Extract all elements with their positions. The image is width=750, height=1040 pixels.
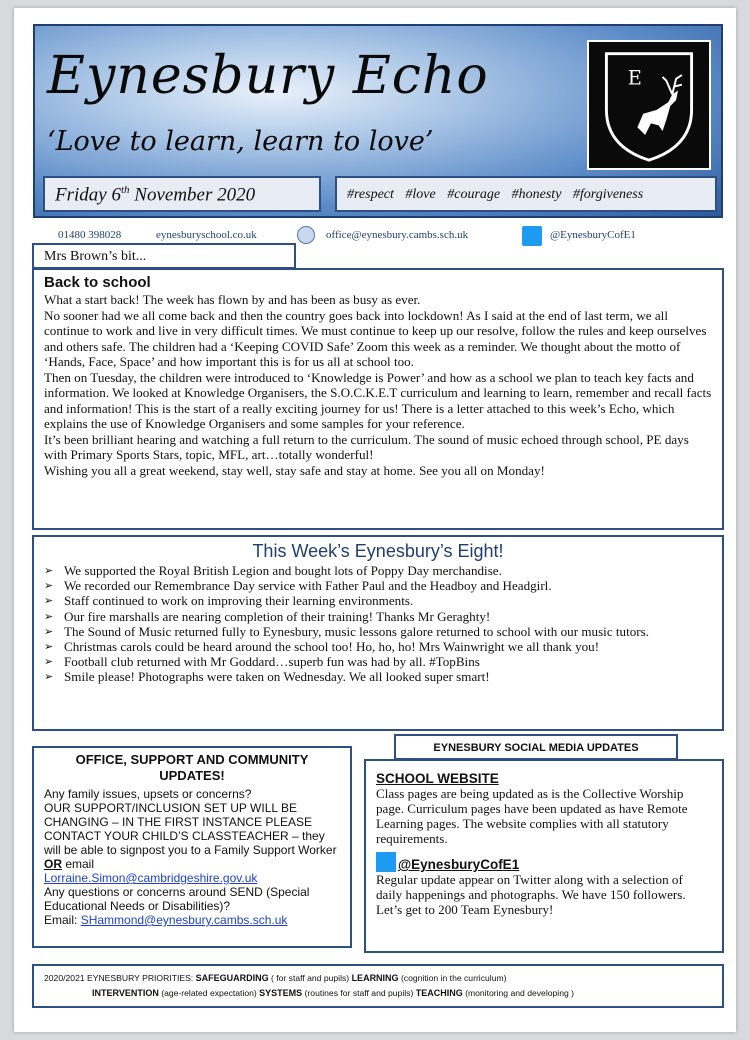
arrow-bullet-icon: ➢: [44, 670, 54, 684]
twitter-icon: [522, 226, 542, 246]
list-item: ➢ We recorded our Remembrance Day service with Father Paul and the Headboy and Headgirl.: [44, 578, 552, 594]
list-item: ➢ Our fire marshalls are nearing completion of their training! Thanks Mr Geraghty!: [44, 608, 491, 624]
list-item: ➢ Christmas carols could be heard around the school too! Ho, ho, ho! Mrs Wainwright we all thank you!: [44, 639, 600, 655]
social-media-tab: EYNESBURY SOCIAL MEDIA UPDATES: [394, 734, 678, 760]
twitter-handle-link[interactable]: @EynesburyCofE1: [398, 857, 520, 872]
date-prefix: Friday 6: [55, 184, 121, 206]
section-heading: OFFICE, SUPPORT AND COMMUNITY UPDATES!: [75, 752, 309, 783]
send-contact: Email: SHammond@eynesbury.cambs.sch.uk: [44, 913, 288, 927]
crest-letter: E: [627, 66, 642, 90]
value-tag: #courage: [447, 187, 501, 202]
school-website-heading[interactable]: SCHOOL WEBSITE: [376, 771, 499, 786]
twitter-update: Regular update appear on Twitter along with a selection of daily happenings and photographs. We have 150 followers. Let’s get to 200 Team Eynesbury!: [376, 872, 686, 917]
arrow-bullet-icon: ➢: [44, 624, 54, 638]
value-tag: #respect: [347, 187, 394, 202]
value-tag: #love: [405, 187, 436, 202]
paragraph: Wishing you all a great weekend, stay well, stay safe and stay at home. See you all on Monday!: [44, 462, 545, 478]
office-updates-section: [32, 746, 352, 948]
office-line: Any questions or concerns around SEND (Special Educational Needs or Disabilities)?: [44, 885, 310, 913]
school-crest-logo: [587, 40, 711, 170]
email-icon: [297, 226, 315, 244]
twitter-icon: [376, 852, 396, 872]
section-heading: This Week’s Eynesbury’s Eight!: [252, 541, 504, 561]
list-item: ➢ Football club returned with Mr Goddard…superb fun was had by all. #TopBins: [44, 654, 480, 670]
newsletter-title: Eynesbury Echo: [47, 46, 489, 106]
back-to-school-section: [32, 268, 724, 530]
paragraph: What a start back! The week has flown by and has been as busy as ever.: [44, 292, 421, 307]
school-motto: ‘Love to learn, learn to love’: [47, 126, 434, 157]
paragraph: It’s been brilliant hearing and watching a full return to the curriculum. The sound of music echoed through school, PE days with Primary Sports Stars, topic, MFL, art…totally wonderful!: [44, 431, 689, 462]
priorities-line: INTERVENTION (age-related expectation) SYSTEMS (routines for staff and pupils) TEACHING (monitoring and developing ): [92, 988, 575, 998]
support-email-link[interactable]: Lorraine.Simon@cambridgeshire.gov.uk: [44, 871, 258, 885]
list-item: ➢ Smile please! Photographs were taken on Wednesday. We all looked super smart!: [44, 669, 490, 685]
value-tag: #forgiveness: [572, 187, 644, 202]
date-suffix-sup: th: [120, 184, 130, 196]
section-heading: Back to school: [44, 274, 151, 291]
header-banner: [33, 24, 723, 218]
arrow-bullet-icon: ➢: [44, 655, 54, 669]
priorities-footer: [32, 964, 724, 1008]
list-item: ➢ The Sound of Music returned fully to Eynesbury, music lessons galore returned to school with our music tutors.: [44, 623, 649, 639]
twitter-row: [376, 852, 712, 872]
or-emphasis: OR: [44, 857, 62, 871]
arrow-bullet-icon: ➢: [44, 640, 54, 654]
website-link[interactable]: eynesburyschool.co.uk: [156, 229, 257, 241]
office-notice: OUR SUPPORT/INCLUSION SET UP WILL BE CHANGING – IN THE FIRST INSTANCE PLEASE CONTACT YOUR CHILD’S CLASSTEACHER – they will be able to signpost you to a Family Support Worker OR email: [44, 801, 337, 871]
website-update: Class pages are being updated as is the Collective Worship page. Curriculum pages have been updated as have Remote Learning pages. The website complies with all statutory requirements.: [376, 786, 688, 846]
issue-date: [43, 176, 321, 212]
crest-icon: [589, 42, 709, 168]
arrow-bullet-icon: ➢: [44, 594, 54, 608]
send-email-link[interactable]: SHammond@eynesbury.cambs.sch.uk: [80, 913, 288, 927]
date-rest: November 2020: [129, 184, 256, 206]
social-media-section: [364, 759, 724, 953]
list-item: ➢ Staff continued to work on improving their learning environments.: [44, 593, 414, 609]
arrow-bullet-icon: ➢: [44, 579, 54, 593]
mrs-brown-tab: Mrs Brown’s bit...: [32, 243, 296, 269]
paragraph: No sooner had we all come back and then the country goes back into lockdown! As I said at the end of last term, we all continue to work and live in very difficult times. We must continue to keep up our resolve, follow the rules and keep ourselves and others safe. The children had a ‘Keeping COVID Safe’ Zoom this week as a reminder. We thought about the motto of ‘Hands, Face, Space’ and how important this is for us all at school too.: [44, 307, 707, 369]
arrow-bullet-icon: ➢: [44, 609, 54, 623]
arrow-bullet-icon: ➢: [44, 564, 54, 577]
list-item: ➢ We supported the Royal British Legion and bought lots of Poppy Day merchandise.: [44, 563, 502, 578]
value-tag: #honesty: [511, 187, 562, 202]
twitter-handle[interactable]: @EynesburyCofE1: [550, 229, 636, 241]
eynesburys-eight-section: [32, 535, 724, 731]
priorities-line: 2020/2021 EYNESBURY PRIORITIES: SAFEGUARDING ( for staff and pupils) LEARNING (cognition in the curriculum): [44, 973, 507, 983]
office-line: Any family issues, upsets or concerns?: [44, 787, 252, 801]
paragraph: Then on Tuesday, the children were introduced to ‘Knowledge is Power’ and how as a school we plan to teach key facts and information. We looked at Knowledge Organisers, the S.O.C.K.E.T curriculum and learning to learn, remember and recall facts and information! This is the start of a really exciting journey for us! There is a letter attached to this week’s Echo, which explains the use of Knowledge Organisers and some samples for your reference.: [44, 369, 712, 431]
email-link[interactable]: office@eynesbury.cambs.sch.uk: [326, 229, 469, 241]
phone-number: 01480 398028: [58, 229, 122, 241]
achievements-list: [44, 563, 712, 685]
values-hashtags: [335, 176, 717, 212]
